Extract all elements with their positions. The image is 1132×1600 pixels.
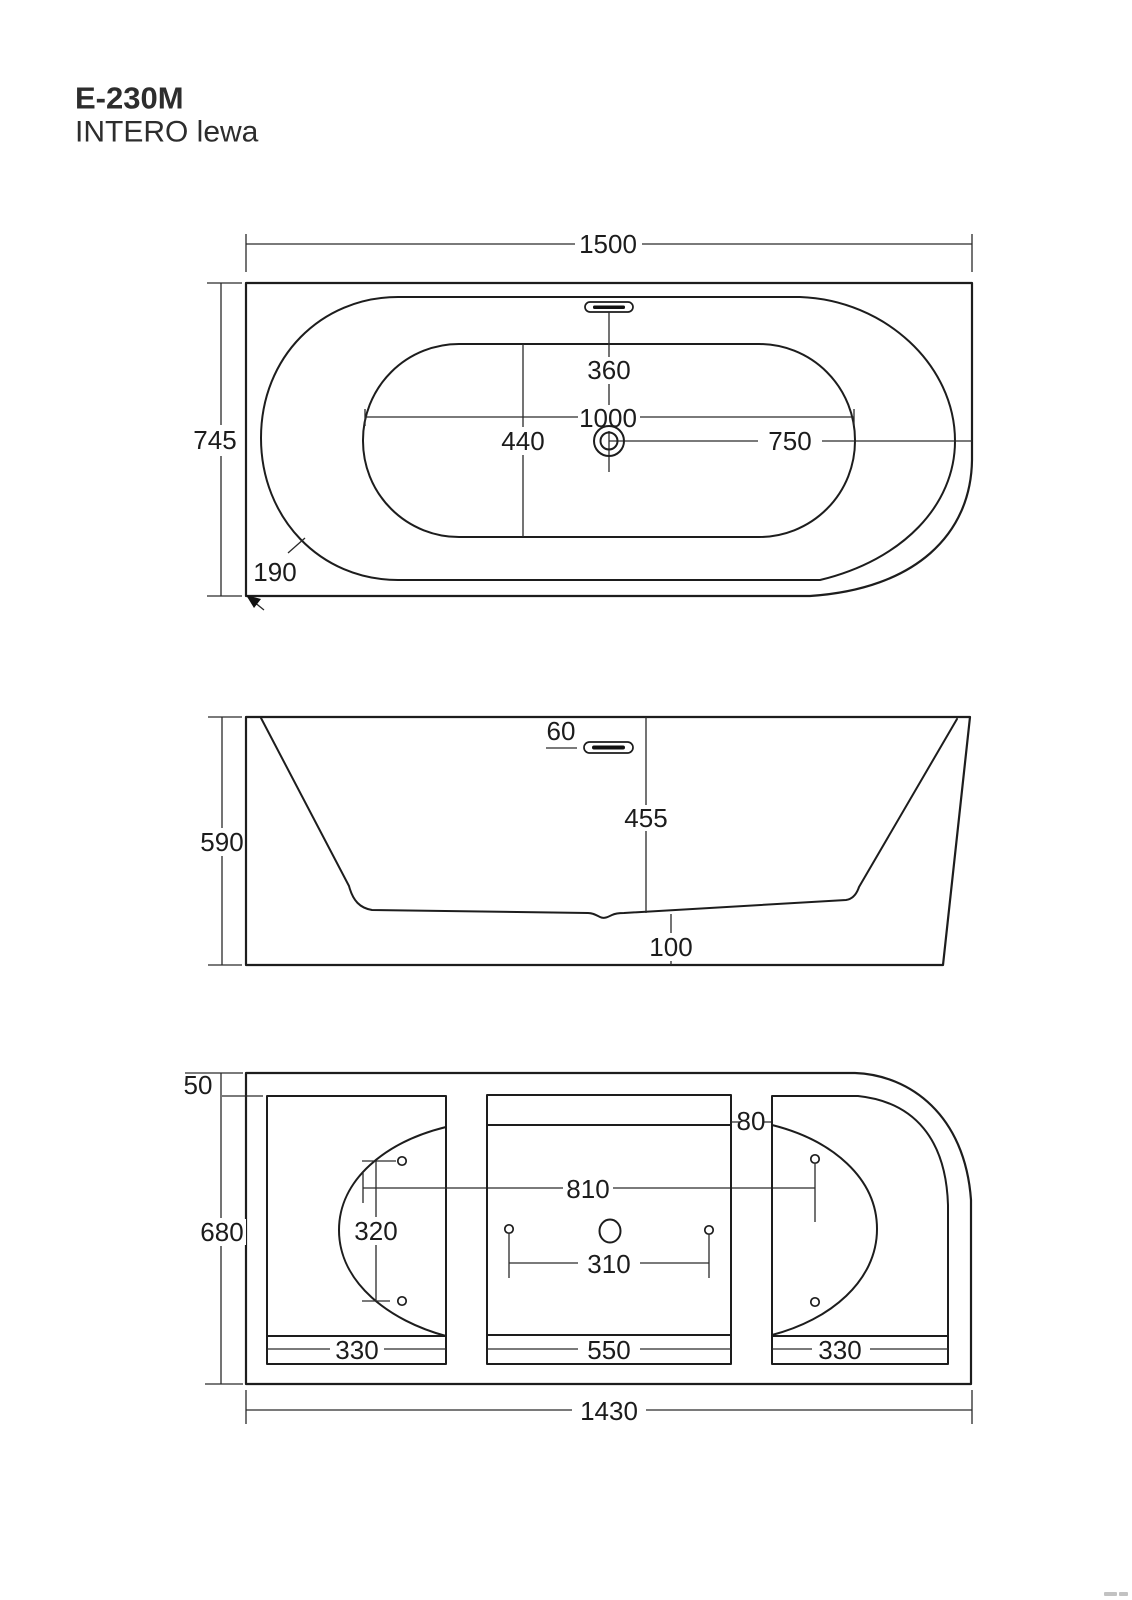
dim-anchor-vertical-spacing: 320 (354, 1216, 398, 1246)
overflow-slot (593, 306, 625, 310)
dim-overflow-size: 60 (546, 716, 576, 746)
center-pad-outline (487, 1095, 731, 1364)
radius-leader (288, 538, 305, 553)
dim-base-width: 1430 (580, 1396, 638, 1426)
dim-left-pad-width: 330 (335, 1335, 379, 1365)
dim-rim-to-base: 50 (183, 1070, 213, 1100)
dim-band-width: 80 (736, 1106, 766, 1136)
left-upper-anchor-hole (398, 1157, 406, 1165)
dim-overall-depth: 745 (193, 425, 237, 455)
dim-center-anchor-spacing: 310 (587, 1249, 631, 1279)
drain-hole (600, 1220, 621, 1243)
side-outer-contour (246, 717, 970, 965)
right-pad-outline (772, 1096, 948, 1364)
dim-inner-length: 1000 (579, 403, 637, 433)
dim-overall-width: 1500 (579, 229, 637, 259)
dim-inner-width: 440 (501, 426, 545, 456)
model-code: E-230M (75, 80, 184, 116)
dim-center-pad-width: 550 (587, 1335, 631, 1365)
watermark-mark (1119, 1592, 1128, 1596)
dim-anchor-span: 810 (566, 1174, 610, 1204)
dim-right-pad-width: 330 (818, 1335, 862, 1365)
title-block (75, 81, 259, 149)
model-name: INTERO lewa (75, 115, 259, 149)
dim-overflow-to-base: 455 (624, 803, 668, 833)
top-view (193, 229, 972, 610)
center-right-anchor-hole (705, 1226, 713, 1234)
bottom-view (183, 1070, 972, 1426)
dim-overflow-to-drain: 360 (587, 355, 631, 385)
dim-overall-height: 590 (200, 827, 244, 857)
dim-corner-radius: 190 (253, 557, 297, 587)
right-basin-arc (772, 1125, 877, 1335)
center-left-anchor-hole (505, 1225, 513, 1233)
right-lower-anchor-hole (811, 1298, 819, 1306)
dim-drain-to-right-edge: 750 (768, 426, 812, 456)
right-upper-anchor-hole (811, 1155, 819, 1163)
dim-base-depth: 680 (200, 1217, 244, 1247)
left-lower-anchor-hole (398, 1297, 406, 1305)
overflow-side-slot (592, 746, 625, 750)
watermark (1104, 1591, 1130, 1597)
side-view (200, 716, 970, 965)
center-pad-band-lines (487, 1125, 731, 1335)
dim-base-height: 100 (649, 932, 693, 962)
watermark-mark (1104, 1592, 1117, 1596)
